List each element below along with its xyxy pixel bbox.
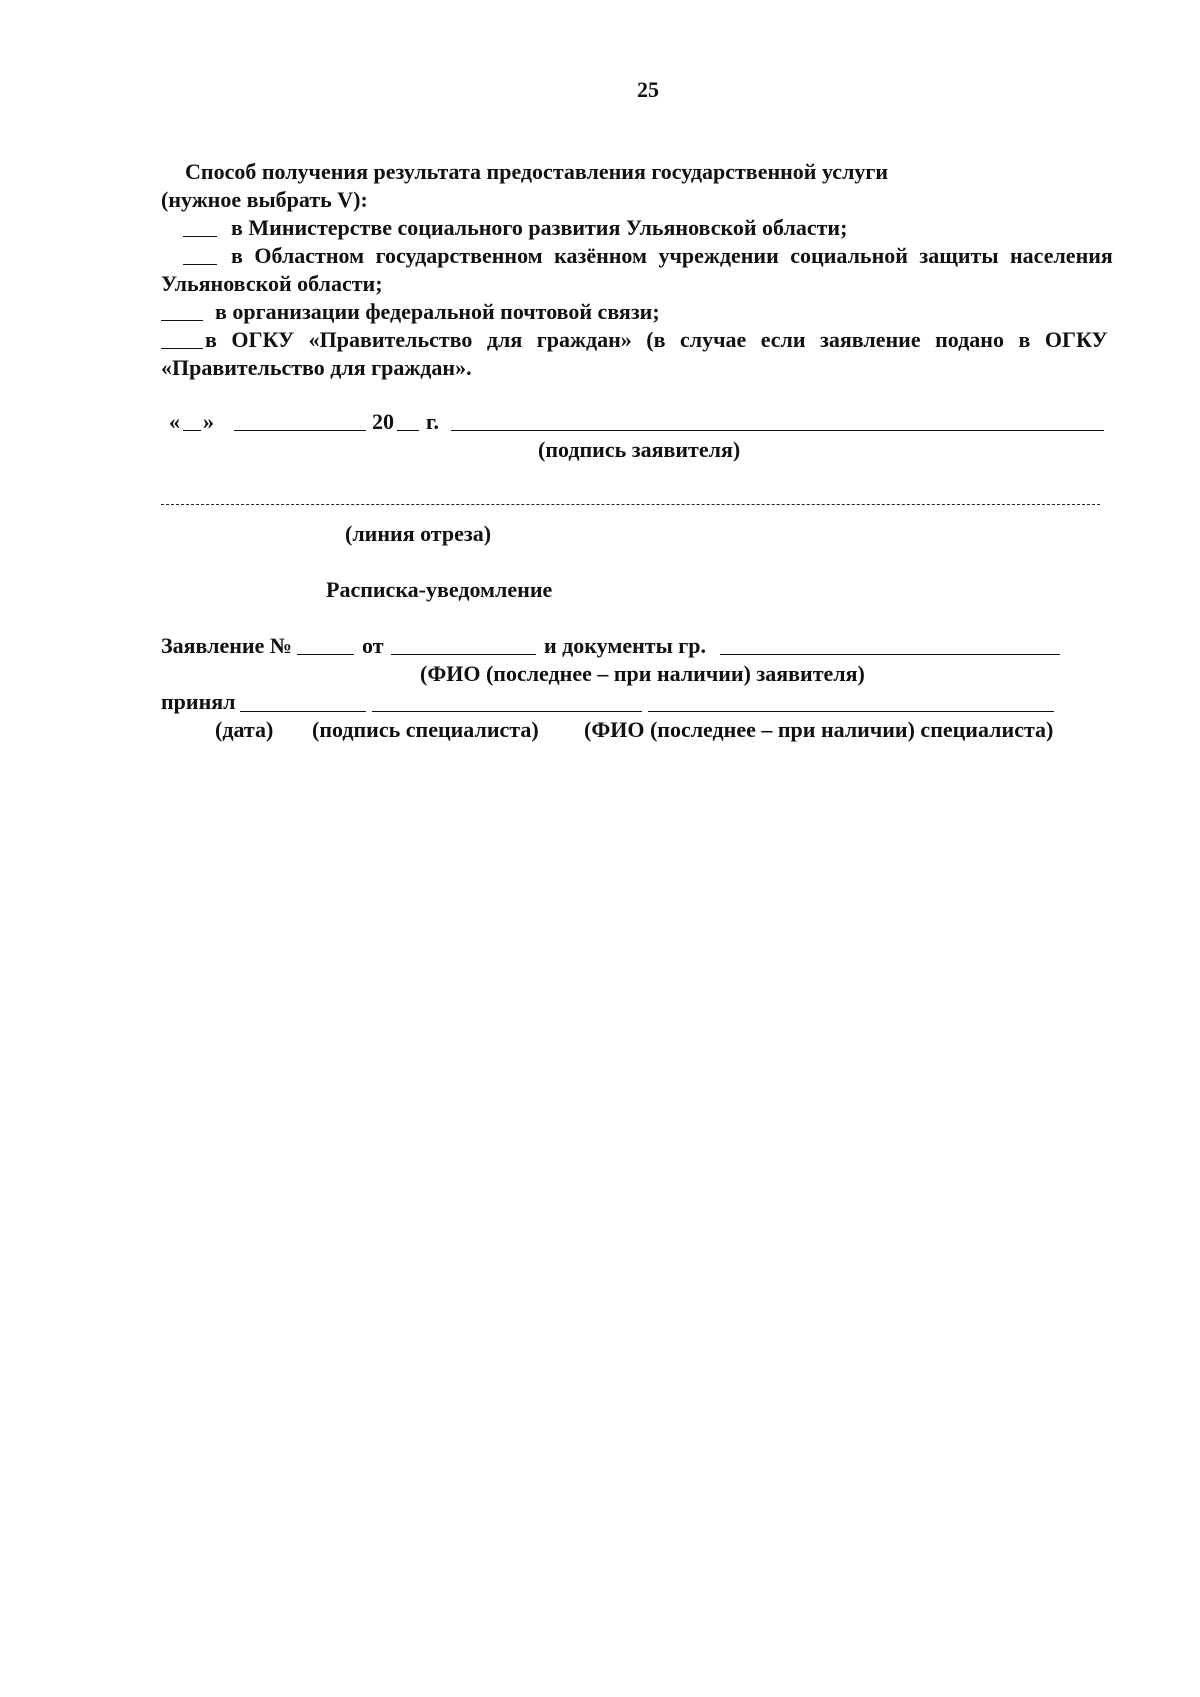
application-date-field[interactable]	[391, 654, 536, 655]
date-month-field[interactable]	[234, 430, 366, 431]
applicant-signature-field[interactable]	[451, 430, 1104, 431]
applicant-signature-caption: (подпись заявителя)	[538, 437, 741, 462]
option-2-label	[231, 242, 1137, 270]
applicant-name-caption: (ФИО (последнее – при наличии) заявителя)	[420, 661, 865, 686]
option-4-label: в ОГКУ «Правительство для граждан» (в случае если заявление подано в ОГКУ	[205, 327, 1108, 352]
application-from-label: от	[362, 633, 384, 658]
date-year-prefix: 20	[372, 409, 394, 434]
option-2-text: в Областном государственном казённом учреждении социальной защиты населения	[231, 243, 1113, 268]
application-number-label: Заявление №	[161, 633, 292, 658]
option-1-checkbox-line[interactable]	[183, 236, 217, 237]
accepted-date-caption: (дата)	[215, 717, 274, 742]
delivery-heading: Способ получения результата предоставления государственной услуги	[185, 159, 889, 184]
accepted-date-field[interactable]	[240, 711, 366, 712]
specialist-signature-caption: (подпись специалиста)	[312, 717, 539, 742]
date-year-field[interactable]	[397, 430, 419, 431]
option-3-checkbox-line[interactable]	[161, 320, 203, 321]
option-2-checkbox-line[interactable]	[183, 264, 217, 265]
cut-line	[161, 504, 1100, 505]
date-day-close-quote: »	[203, 409, 214, 434]
date-year-suffix: г.	[426, 409, 440, 434]
delivery-instruction: (нужное выбрать V):	[161, 187, 368, 212]
option-4-label-cont: «Правительство для граждан».	[161, 355, 472, 380]
application-number-field[interactable]	[297, 654, 354, 655]
receipt-title: Расписка-уведомление	[326, 577, 553, 602]
specialist-name-caption: (ФИО (последнее – при наличии) специалиста)	[584, 717, 1054, 742]
cut-line-caption: (линия отреза)	[345, 521, 492, 546]
applicant-name-field[interactable]	[720, 654, 1060, 655]
documents-label: и документы гр.	[544, 633, 707, 658]
date-day-open-quote: «	[169, 409, 180, 434]
option-2-label-cont: Ульяновской области;	[161, 271, 383, 296]
option-3-label: в организации федеральной почтовой связи;	[215, 299, 660, 324]
option-4-checkbox-line[interactable]	[161, 348, 203, 349]
specialist-name-field[interactable]	[648, 711, 1054, 712]
date-day-field[interactable]	[183, 430, 201, 431]
specialist-signature-field[interactable]	[372, 711, 642, 712]
option-1-label: в Министерстве социального развития Ульяновской области;	[231, 215, 848, 240]
accepted-label: принял	[161, 689, 236, 714]
page-number: 25	[637, 77, 659, 102]
